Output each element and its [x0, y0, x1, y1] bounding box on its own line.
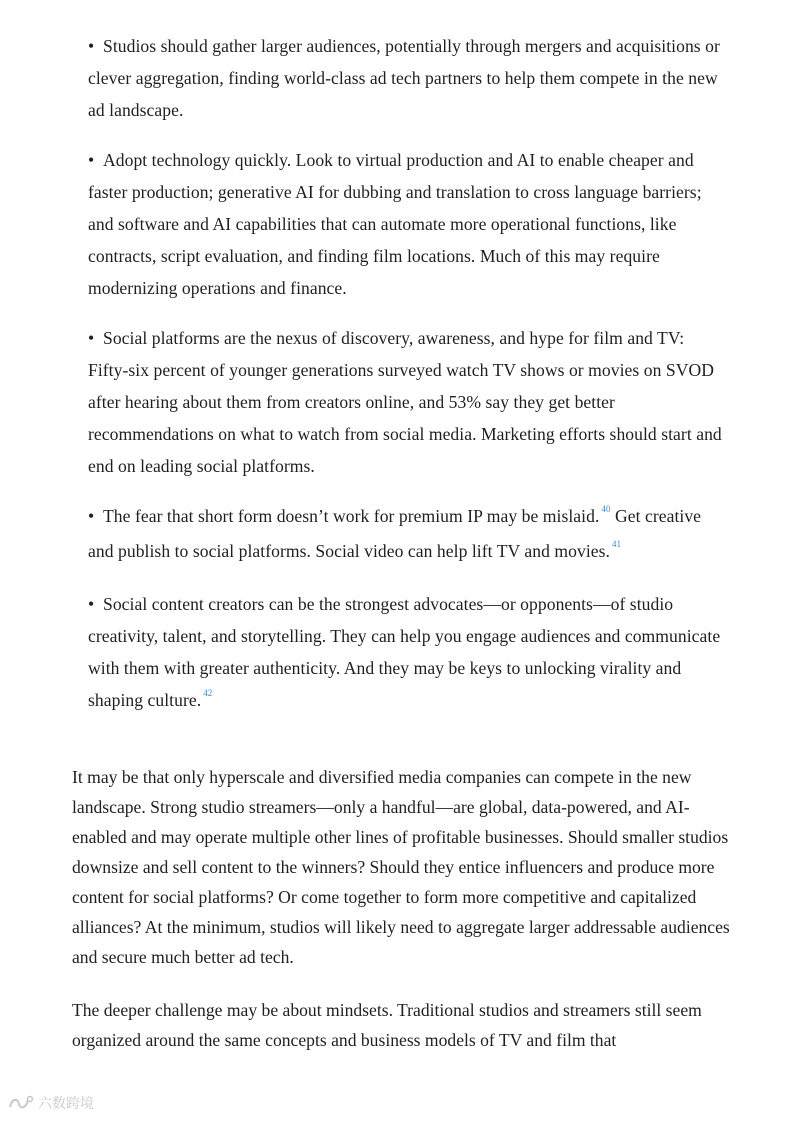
bullet-item: [88, 588, 728, 719]
bullet-dot: •: [88, 36, 95, 56]
bullet-text: Get creative and publish to social platforms. Social video can help lift TV and movies.: [88, 506, 702, 561]
bullet-dot: •: [88, 328, 95, 348]
watermark: [8, 1093, 94, 1113]
bullet-item: [88, 30, 728, 126]
footnote-ref-link[interactable]: 42: [203, 688, 213, 698]
bullet-dot: •: [88, 594, 95, 614]
bullet-text: The fear that short form doesn’t work for premium IP may be mislaid.: [103, 506, 600, 526]
bullet-item: [88, 322, 728, 482]
brand-logo-icon: [8, 1095, 34, 1111]
footnote-ref-link[interactable]: 40: [601, 504, 611, 514]
footnote-ref-link[interactable]: 41: [611, 539, 622, 549]
bullet-item: [88, 500, 728, 570]
bullet-text: Studios should gather larger audiences, potentially through mergers and acquisitions or clever aggregation, finding world-class ad tech partners to help them compete in the new ad landscape.: [88, 36, 720, 120]
body-text: [72, 762, 732, 1078]
bullet-text: Social platforms are the nexus of discovery, awareness, and hype for film and TV: Fifty-six percent of younger generations surveyed watch TV shows or movies on SVOD after hearing about them from creators online, and 53% say they get better recommendations on what to watch from social media. Marketing efforts should start and end on leading social platforms.: [88, 328, 722, 476]
bullet-dot: •: [88, 150, 95, 170]
bullet-list: [88, 30, 728, 737]
bullet-item: [88, 144, 728, 304]
paragraph: It may be that only hyperscale and diversified media companies can compete in the new landscape. Strong studio streamers—only a handful—are global, data-powered, and AI-enabled and may operate multiple other lines of profitable businesses. Should smaller studios downsize and sell content to the winners? Should they entice influencers and produce more content for social platforms? Or come together to form more competitive and capitalized alliances? At the minimum, studios will likely need to aggregate larger addressable audiences and secure much better ad tech.: [72, 767, 730, 967]
paragraph: The deeper challenge may be about mindsets. Traditional studios and streamers still seem organized around the same concepts and business models of TV and film that: [72, 1000, 702, 1050]
bullet-text: Social content creators can be the strongest advocates—or opponents—of studio creativity, talent, and storytelling. They can help you engage audiences and communicate with them with greater authenticity. And they may be keys to unlocking virality and shaping culture.: [88, 594, 721, 710]
watermark-text: 六数跨境: [38, 1096, 94, 1112]
bullet-dot: •: [88, 506, 95, 526]
bullet-text: Adopt technology quickly. Look to virtual production and AI to enable cheaper and faster production; generative AI for dubbing and translation to cross language barriers; and software and AI capabilities that can automate more operational functions, like contracts, script evaluation, and finding film locations. Much of this may require modernizing operations and finance.: [88, 150, 702, 298]
